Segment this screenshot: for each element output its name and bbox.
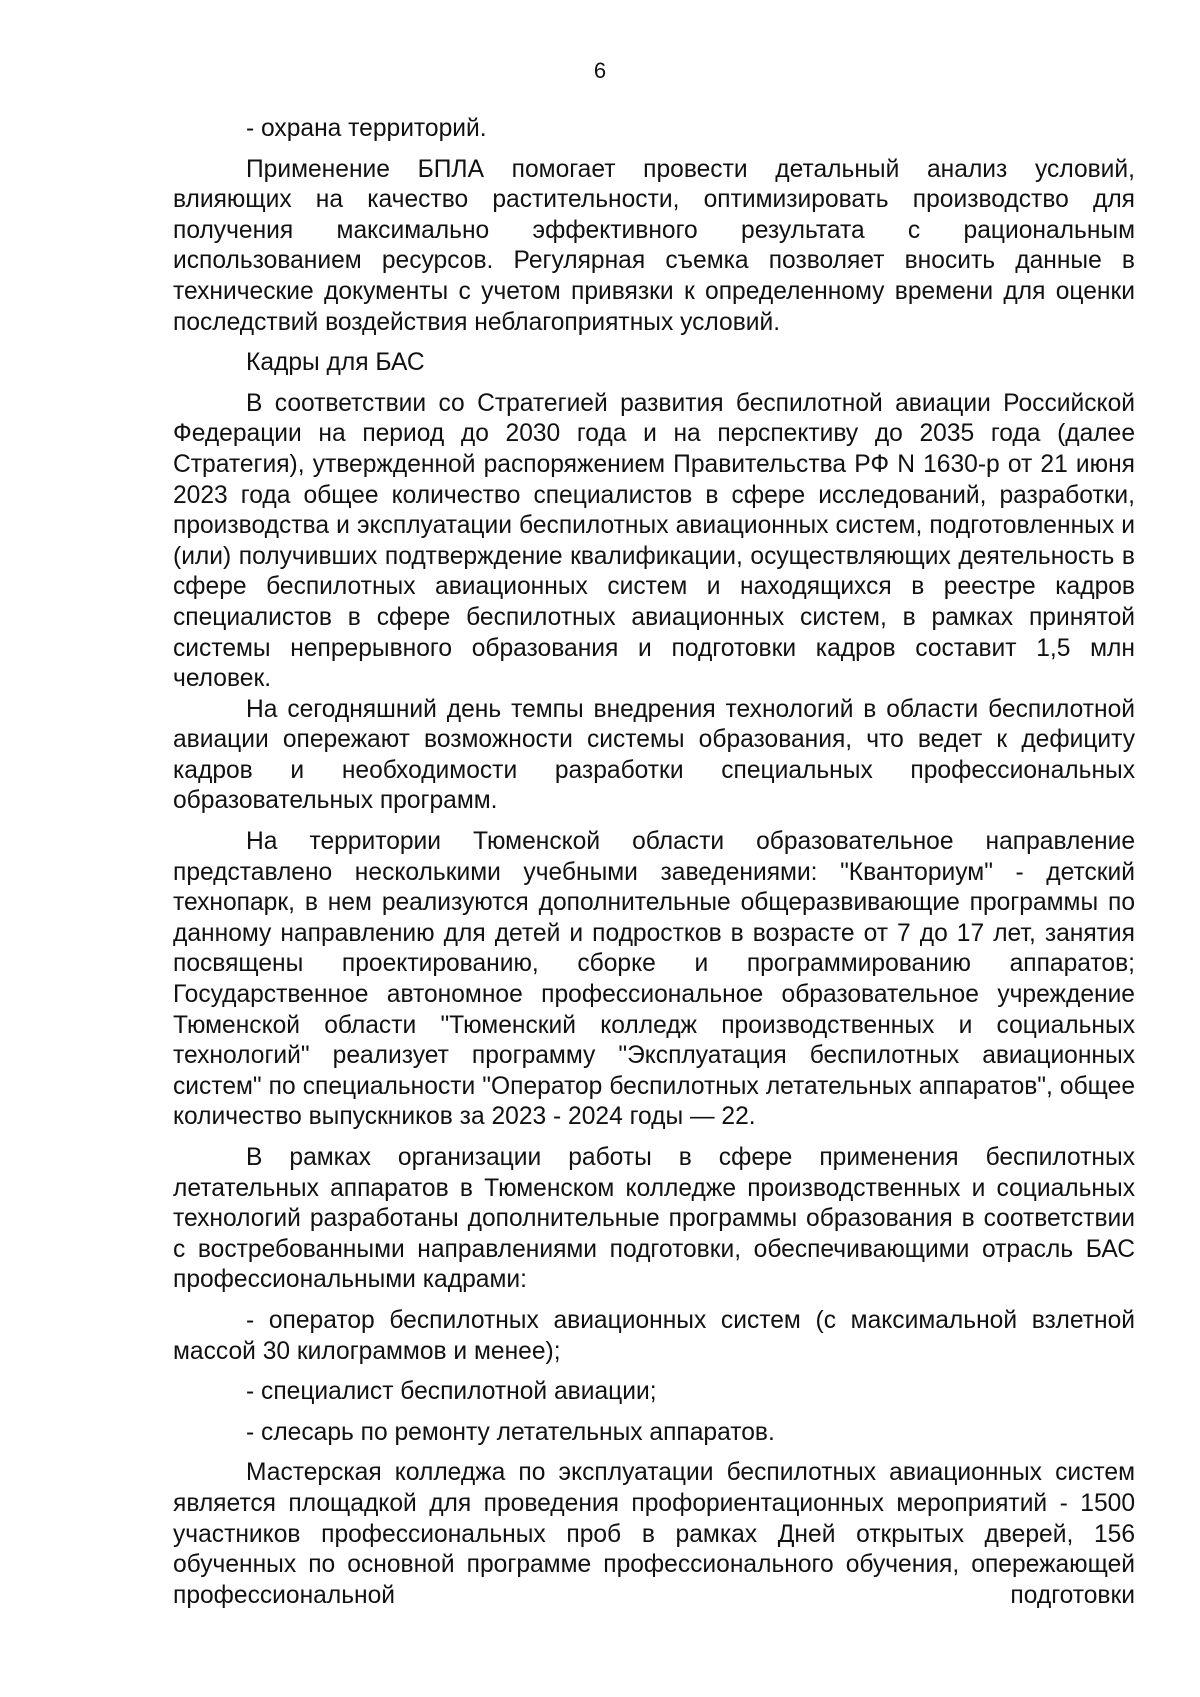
list-item-territory-protection: - охрана территорий. [246,115,487,142]
page-number: 6 [593,58,607,83]
section-heading-personnel: Кадры для БАС [246,349,425,377]
paragraph-college-programs: В рамках организации работы в сфере применения беспилотных летательных аппаратов в Тюменском колледже производственных и социальных технологий разработаны дополнительные программы образования в соответствии с востребованными направлениями подготовки, обеспечивающими отрасль БАС профессиональными кадрами: [173,1144,1135,1294]
paragraph-tyumen-education: На территории Тюменской области образовательное направление представлено несколькими учебными заведениями: "Кванториум" - детский технопарк, в нем реализуются дополнительные общеразвивающие программы по данному направлению для детей и подростков в возрасте от 7 до 17 лет, занятия посвящены проектированию, сборке и программированию аппаратов; Государственное автономное профессиональное образовательное учреждение Тюменской области "Тюменский колледж производственных и социальных технологий" реализует программу "Эксплуатация беспилотных авиационных систем" по специальности "Оператор беспилотных летательных аппаратов", общее количество выпускников за 2023 - 2024 годы — 22. [173,828,1135,1131]
paragraph-strategy: В соответствии со Стратегией развития беспилотной авиации Российской Федерации на период до 2030 года и на перспективу до 2035 года (далее Стратегия), утвержденной распоряжением Правительства РФ N 1630-р от 21 июня 2023 года общее количество специалистов в сфере исследований, разработки, производства и эксплуатации беспилотных авиационных систем, подготовленных и (или) получивших подтверждение квалификации, осуществляющих деятельность в сфере беспилотных авиационных систем и находящихся в реестре кадров специалистов в сфере беспилотных авиационных систем, в рамках принятой системы непрерывного образования и подготовки кадров составит 1,5 млн человек. [173,389,1135,693]
document-body [173,114,1135,1611]
paragraph-bpla-application: Применение БПЛА помогает провести детальный анализ условий, влияющих на качество растительности, оптимизировать производство для получения максимально эффективного результата с рациональным использованием ресурсов. Регулярная съемка позволяет вносить данные в технические документы с учетом привязки к определенному времени для оценки последствий воздействия неблагоприятных условий. [173,155,1135,336]
paragraph-college-workshop: Мастерская колледжа по эксплуатации беспилотных авиационных систем является площадкой для проведения профориентационных мероприятий - 1500 участников профессиональных проб в рамках Дней открытых дверей, 156 обученных по основной программе профессионального обучения, опережающей профессиональной подготовки [173,1459,1135,1609]
list-item-aircraft-mechanic: - слесарь по ремонту летательных аппаратов. [246,1418,775,1446]
list-item-bas-operator: - оператор беспилотных авиационных систем (с максимальной взлетной массой 30 килограммов и менее); [173,1306,1135,1365]
list-item-aviation-specialist: - специалист беспилотной авиации; [246,1378,657,1406]
paragraph-education-deficit: На сегодняшний день темпы внедрения технологий в области беспилотной авиации опережают возможности системы образования, что ведет к дефициту кадров и необходимости разработки специальных профессиональных образовательных программ. [173,695,1135,815]
